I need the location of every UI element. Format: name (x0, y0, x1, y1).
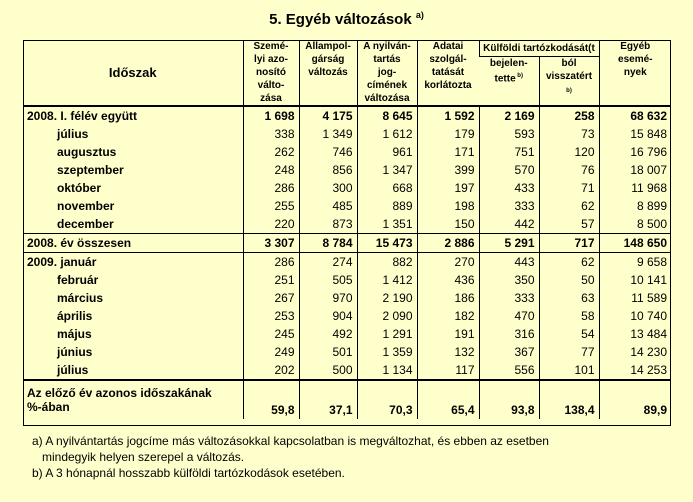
cell-value: 15 848 (599, 125, 671, 143)
cell-value: 500 (299, 361, 357, 380)
data-table (23, 40, 671, 419)
row-label: 2009. január (23, 253, 243, 272)
cell-value: 1 412 (357, 271, 417, 289)
summary-value: 59,8 (243, 380, 299, 419)
cell-value: 10 141 (599, 271, 671, 289)
cell-value: 14 230 (599, 343, 671, 361)
cell-value: 367 (479, 343, 539, 361)
header-period: Időszak (108, 65, 157, 80)
cell-value: 8 500 (599, 215, 671, 234)
cell-value: 11 589 (599, 289, 671, 307)
cell-value: 333 (479, 197, 539, 215)
cell-value: 333 (479, 289, 539, 307)
cell-value: 470 (479, 307, 539, 325)
cell-value: 249 (243, 343, 299, 361)
cell-value: 62 (539, 197, 599, 215)
table-row (23, 106, 671, 125)
row-label: április (57, 309, 93, 323)
row-label: március (57, 291, 104, 305)
table-row (23, 361, 671, 380)
footnote-a: a) A nyilvántartás jogcíme más változásokkal kapcsolatban is megváltozhat, és ebben az esetben (32, 434, 549, 448)
row-label: augusztus (57, 145, 117, 159)
cell-value: 255 (243, 197, 299, 215)
cell-value: 76 (539, 161, 599, 179)
summary-value: 89,9 (599, 380, 671, 419)
cell-value: 5 291 (479, 234, 539, 253)
row-label: június (57, 345, 93, 359)
summary-value: 65,4 (417, 380, 479, 419)
table-body (23, 106, 671, 419)
cell-value: 1 592 (417, 106, 479, 125)
cell-value: 889 (357, 197, 417, 215)
header-other-events: Egyéb esemé- nyek (599, 40, 671, 106)
header-returned: ból visszatért $^{b)}$ (539, 57, 599, 106)
cell-value: 54 (539, 325, 599, 343)
header-personal-id: Szemé- lyi azo- nosító válto- zása (243, 40, 299, 106)
h-c6-footnote-mark: b) (566, 88, 572, 95)
cell-value: 338 (243, 125, 299, 143)
cell-value: 3 307 (243, 234, 299, 253)
cell-value: 253 (243, 307, 299, 325)
cell-value: 148 650 (599, 234, 671, 253)
table-title (0, 10, 693, 28)
cell-value: 4 175 (299, 106, 357, 125)
cell-value: 1 351 (357, 215, 417, 234)
table-row (23, 143, 671, 161)
summary-label (23, 380, 243, 419)
cell-value: 8 899 (599, 197, 671, 215)
cell-value: 1 134 (357, 361, 417, 380)
footnote-b: b) A 3 hónapnál hosszabb külföldi tartózkodások esetében. (32, 466, 345, 480)
row-label: október (57, 181, 102, 195)
cell-value: 556 (479, 361, 539, 380)
h-c5-footnote-mark: b) (515, 73, 523, 80)
cell-value: 1 359 (357, 343, 417, 361)
footnotes (32, 433, 549, 481)
cell-value: 245 (243, 325, 299, 343)
table-row (23, 253, 671, 272)
cell-value: 191 (417, 325, 479, 343)
row-label: július (57, 127, 89, 141)
cell-value: 873 (299, 215, 357, 234)
cell-value: 442 (479, 215, 539, 234)
cell-value: 8 784 (299, 234, 357, 253)
cell-value: 15 473 (357, 234, 417, 253)
cell-value: 300 (299, 179, 357, 197)
cell-value: 286 (243, 253, 299, 272)
cell-value: 182 (417, 307, 479, 325)
table-row (23, 161, 671, 179)
cell-value: 8 645 (357, 106, 417, 125)
cell-value: 9 658 (599, 253, 671, 272)
cell-value: 746 (299, 143, 357, 161)
header-data-restriction: Adatai szolgál- tatását korlátozta (417, 40, 479, 106)
row-label: 2008. év összesen (23, 234, 243, 253)
title-footnote-mark: a) (415, 10, 424, 20)
summary-label-line1: Az előző év azonos időszakának (27, 386, 212, 400)
cell-value: 717 (539, 234, 599, 253)
summary-row (23, 380, 671, 419)
cell-value: 57 (539, 215, 599, 234)
cell-value: 186 (417, 289, 479, 307)
cell-value: 751 (479, 143, 539, 161)
cell-value: 267 (243, 289, 299, 307)
cell-value: 961 (357, 143, 417, 161)
cell-value: 63 (539, 289, 599, 307)
table-header (23, 40, 671, 106)
cell-value: 171 (417, 143, 479, 161)
cell-value: 132 (417, 343, 479, 361)
row-label: 2008. I. félév együtt (27, 109, 138, 123)
cell-value: 251 (243, 271, 299, 289)
cell-value: 262 (243, 143, 299, 161)
row-label: december (57, 217, 114, 231)
cell-value: 220 (243, 215, 299, 234)
cell-value: 68 632 (599, 106, 671, 125)
cell-value: 485 (299, 197, 357, 215)
cell-value: 505 (299, 271, 357, 289)
summary-label-line2: %-ában (27, 400, 70, 414)
cell-value: 58 (539, 307, 599, 325)
cell-value: 198 (417, 197, 479, 215)
cell-value: 1 349 (299, 125, 357, 143)
cell-value: 316 (479, 325, 539, 343)
row-label: május (57, 327, 92, 341)
cell-value: 2 886 (417, 234, 479, 253)
row-label: november (57, 199, 115, 213)
cell-value: 593 (479, 125, 539, 143)
cell-value: 73 (539, 125, 599, 143)
header-foreign-stay: Külföldi tartózkodását(t (479, 40, 599, 57)
cell-value: 350 (479, 271, 539, 289)
cell-value: 202 (243, 361, 299, 380)
cell-value: 101 (539, 361, 599, 380)
table-row (23, 289, 671, 307)
cell-value: 2 169 (479, 106, 539, 125)
cell-value: 882 (357, 253, 417, 272)
cell-value: 970 (299, 289, 357, 307)
cell-value: 668 (357, 179, 417, 197)
cell-value: 492 (299, 325, 357, 343)
header-reported: bejelen- tette $^{b)}$ (489, 58, 528, 85)
cell-value: 13 484 (599, 325, 671, 343)
cell-value: 1 291 (357, 325, 417, 343)
summary-value: 93,8 (479, 380, 539, 419)
cell-value: 270 (417, 253, 479, 272)
footnote-a-cont: mindegyik helyen szerepel a változás. (42, 450, 245, 464)
cell-value: 2 190 (357, 289, 417, 307)
cell-value: 71 (539, 179, 599, 197)
title-text: 5. Egyéb változások (269, 11, 412, 28)
table-row (23, 325, 671, 343)
cell-value: 399 (417, 161, 479, 179)
row-label: szeptember (57, 163, 124, 177)
table-row (23, 179, 671, 197)
row-label: február (57, 273, 99, 287)
summary-value: 37,1 (299, 380, 357, 419)
cell-value: 856 (299, 161, 357, 179)
cell-value: 11 968 (599, 179, 671, 197)
cell-value: 18 007 (599, 161, 671, 179)
cell-value: 16 796 (599, 143, 671, 161)
cell-value: 10 740 (599, 307, 671, 325)
cell-value: 904 (299, 307, 357, 325)
cell-value: 197 (417, 179, 479, 197)
cell-value: 258 (539, 106, 599, 125)
cell-value: 77 (539, 343, 599, 361)
table-row (23, 215, 671, 234)
cell-value: 62 (539, 253, 599, 272)
summary-value: 70,3 (357, 380, 417, 419)
cell-value: 436 (417, 271, 479, 289)
cell-value: 274 (299, 253, 357, 272)
cell-value: 150 (417, 215, 479, 234)
cell-value: 248 (243, 161, 299, 179)
table-row (23, 125, 671, 143)
table-row (23, 234, 671, 253)
table-row (23, 271, 671, 289)
cell-value: 1 612 (357, 125, 417, 143)
table-row (23, 197, 671, 215)
cell-value: 443 (479, 253, 539, 272)
cell-value: 14 253 (599, 361, 671, 380)
table-row (23, 307, 671, 325)
row-label: július (57, 363, 89, 377)
cell-value: 1 347 (357, 161, 417, 179)
cell-value: 120 (539, 143, 599, 161)
cell-value: 179 (417, 125, 479, 143)
summary-value: 138,4 (539, 380, 599, 419)
cell-value: 50 (539, 271, 599, 289)
cell-value: 2 090 (357, 307, 417, 325)
cell-value: 117 (417, 361, 479, 380)
cell-value: 1 698 (243, 106, 299, 125)
cell-value: 286 (243, 179, 299, 197)
table-row (23, 343, 671, 361)
cell-value: 501 (299, 343, 357, 361)
header-citizenship: Állampol- gárság változás (299, 40, 357, 106)
header-registration-title: A nyilván- tartás jog- címének változása (357, 40, 417, 106)
cell-value: 570 (479, 161, 539, 179)
cell-value: 433 (479, 179, 539, 197)
